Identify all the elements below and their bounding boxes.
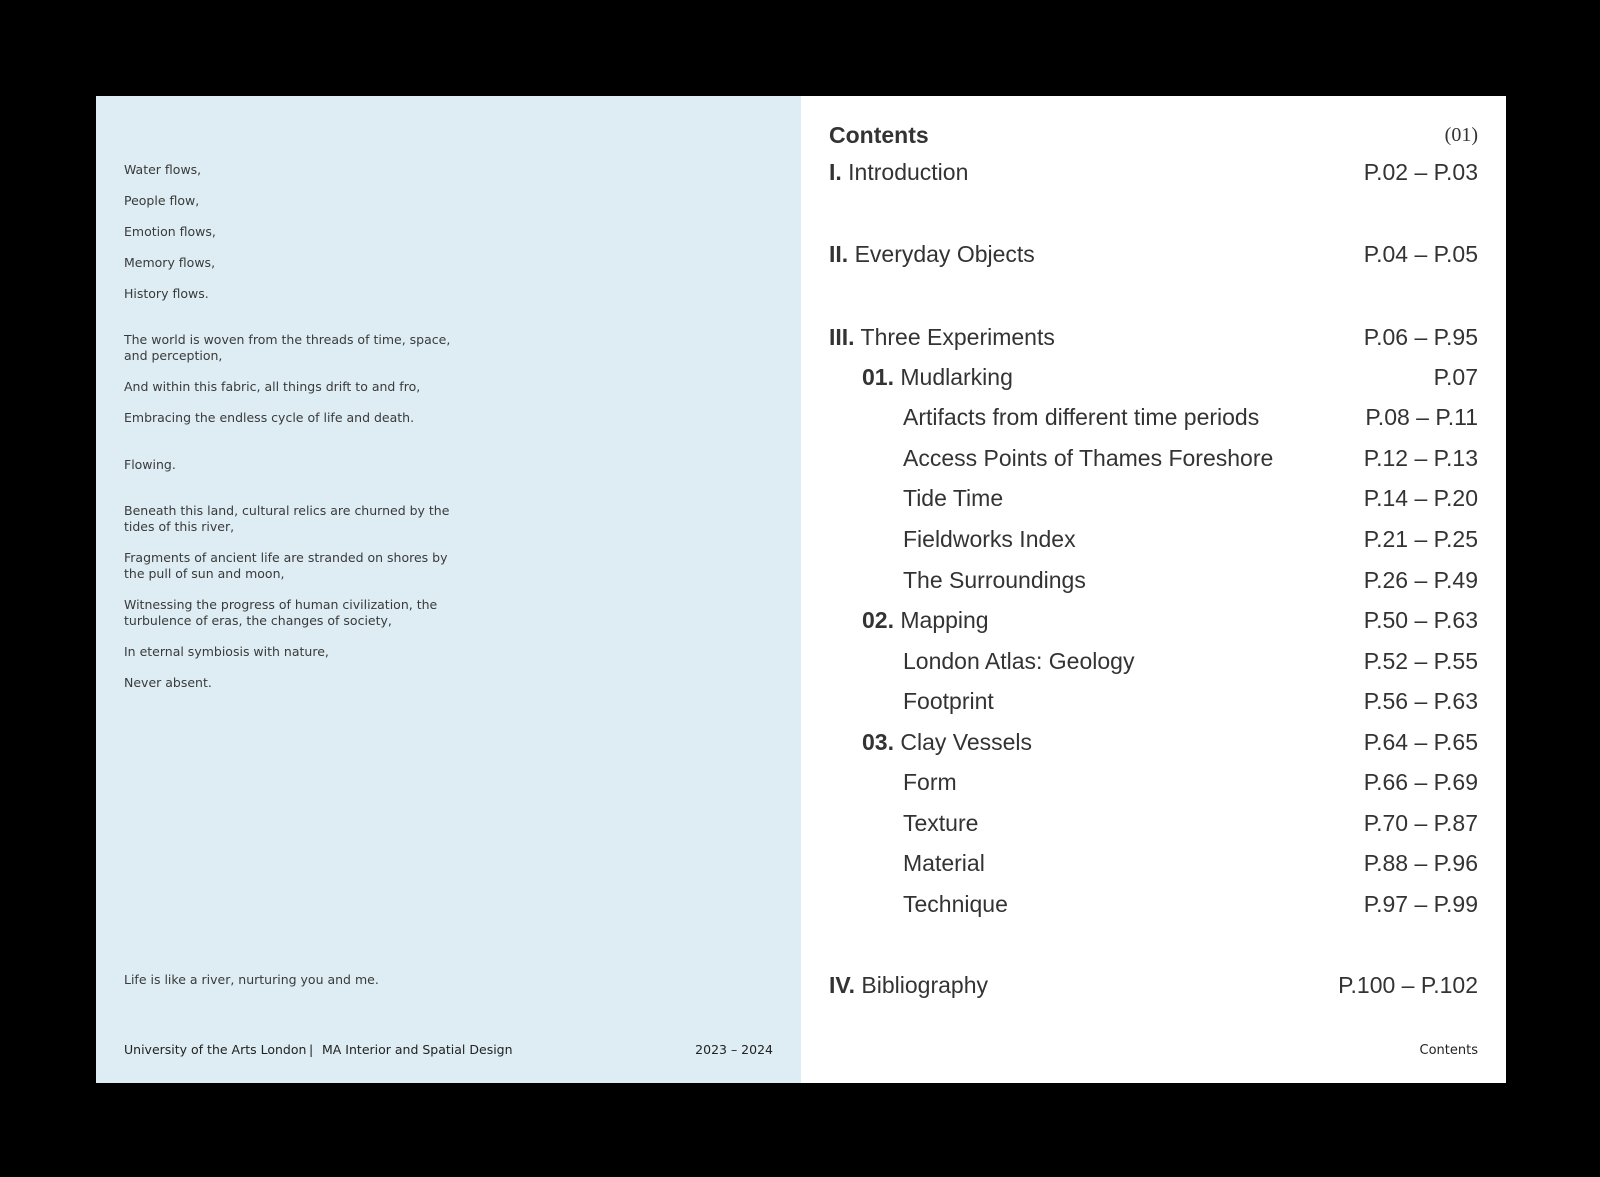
toc-entry-title: 01. Mudlarking [862,364,1013,390]
toc-entry-title: Material [903,850,985,876]
toc-entry[interactable] [801,322,1506,352]
toc-entry-pages: P.12 – P.13 [1363,445,1478,471]
poem-closing-line: Life is like a river, nurturing you and me. [124,972,379,987]
right-page [801,96,1506,1083]
poem-line: Emotion flows, [124,224,216,239]
toc-entry[interactable] [801,605,1506,635]
toc-entry-pages: P.08 – P.11 [1365,404,1478,430]
poem-line: Fragments of ancient life are stranded on shores by the pull of sun and moon, [124,550,448,581]
toc-entry-pages: P.14 – P.20 [1363,485,1478,511]
poem-line: Witnessing the progress of human civilization, the turbulence of eras, the changes of society, [124,597,438,628]
toc-entry-title: 02. Mapping [862,607,989,633]
toc-entry[interactable] [801,239,1506,269]
toc-entry-title: Access Points of Thames Foreshore [903,445,1274,471]
toc-entry[interactable] [801,443,1506,473]
toc-entry[interactable] [801,362,1506,392]
toc-entry[interactable] [801,767,1506,797]
toc-entry-title: Footprint [903,688,994,714]
toc-entry[interactable] [801,565,1506,595]
toc-entry-pages: P.97 – P.99 [1363,891,1478,917]
poem-line: People flow, [124,193,200,208]
toc-entry-pages: P.21 – P.25 [1363,526,1478,552]
toc-entry-title: IV. Bibliography [829,972,988,998]
book-spread [96,96,1506,1083]
toc-entry[interactable] [801,848,1506,878]
page-number: (01) [1444,124,1478,146]
toc-entry[interactable] [801,402,1506,432]
toc-entry-pages: P.52 – P.55 [1363,648,1478,674]
poem-line: The world is woven from the threads of time, space, and perception, [124,332,451,363]
toc-entry-pages: P.66 – P.69 [1363,769,1478,795]
toc-entry-title: Tide Time [903,485,1004,511]
running-footer: Contents [1419,1043,1478,1058]
toc-entry-title: Form [903,769,957,795]
toc-entry-pages: P.88 – P.96 [1363,850,1478,876]
footer-institution: University of the Arts London [124,1042,307,1057]
footer-separator: | [309,1042,314,1057]
toc-entry[interactable] [801,727,1506,757]
toc-entry-pages: P.02 – P.03 [1363,159,1478,185]
poem-line: Flowing. [124,457,176,472]
poem-line: In eternal symbiosis with nature, [124,644,329,659]
toc-entry[interactable] [801,646,1506,676]
toc-entry-pages: P.56 – P.63 [1363,688,1478,714]
toc-entry[interactable] [801,889,1506,919]
poem-line: Water flows, [124,162,202,177]
poem-line: Never absent. [124,675,212,690]
toc-entry-title: III. Three Experiments [829,324,1055,350]
toc-entry-title: II. Everyday Objects [829,241,1035,267]
poem-line: And within this fabric, all things drift to and fro, [124,379,421,394]
poem-line: Memory flows, [124,255,216,270]
toc-entry-pages: P.50 – P.63 [1363,607,1478,633]
contents-heading: Contents [829,122,929,148]
poem-line: Embracing the endless cycle of life and death. [124,410,415,425]
poem-line: History flows. [124,286,209,301]
toc-entry-title: The Surroundings [903,567,1086,593]
toc-entry[interactable] [801,157,1506,187]
footer-years: 2023 – 2024 [695,1042,773,1057]
footer-program: MA Interior and Spatial Design [322,1042,513,1057]
toc-entry-title: I. Introduction [829,159,969,185]
left-page [96,96,801,1083]
toc-entry[interactable] [801,970,1506,1000]
toc-entry[interactable] [801,686,1506,716]
toc-entry-title: Fieldworks Index [903,526,1076,552]
toc-entry-pages: P.07 [1433,364,1478,390]
toc-entry-pages: P.04 – P.05 [1363,241,1478,267]
toc-entry-pages: P.26 – P.49 [1363,567,1478,593]
toc-entry-title: Texture [903,810,979,836]
toc-entry-pages: P.64 – P.65 [1363,729,1478,755]
toc-entry-pages: P.06 – P.95 [1363,324,1478,350]
toc-entry[interactable] [801,483,1506,513]
toc-entry[interactable] [801,808,1506,838]
toc-entry-pages: P.100 – P.102 [1338,972,1478,998]
toc-entry[interactable] [801,524,1506,554]
toc-entry-title: London Atlas: Geology [903,648,1135,674]
toc-entry-title: 03. Clay Vessels [862,729,1033,755]
poem-line: Beneath this land, cultural relics are churned by the tides of this river, [124,503,450,534]
toc-entry-pages: P.70 – P.87 [1363,810,1478,836]
toc-entry-title: Technique [903,891,1008,917]
toc-entry-title: Artifacts from different time periods [903,404,1260,430]
